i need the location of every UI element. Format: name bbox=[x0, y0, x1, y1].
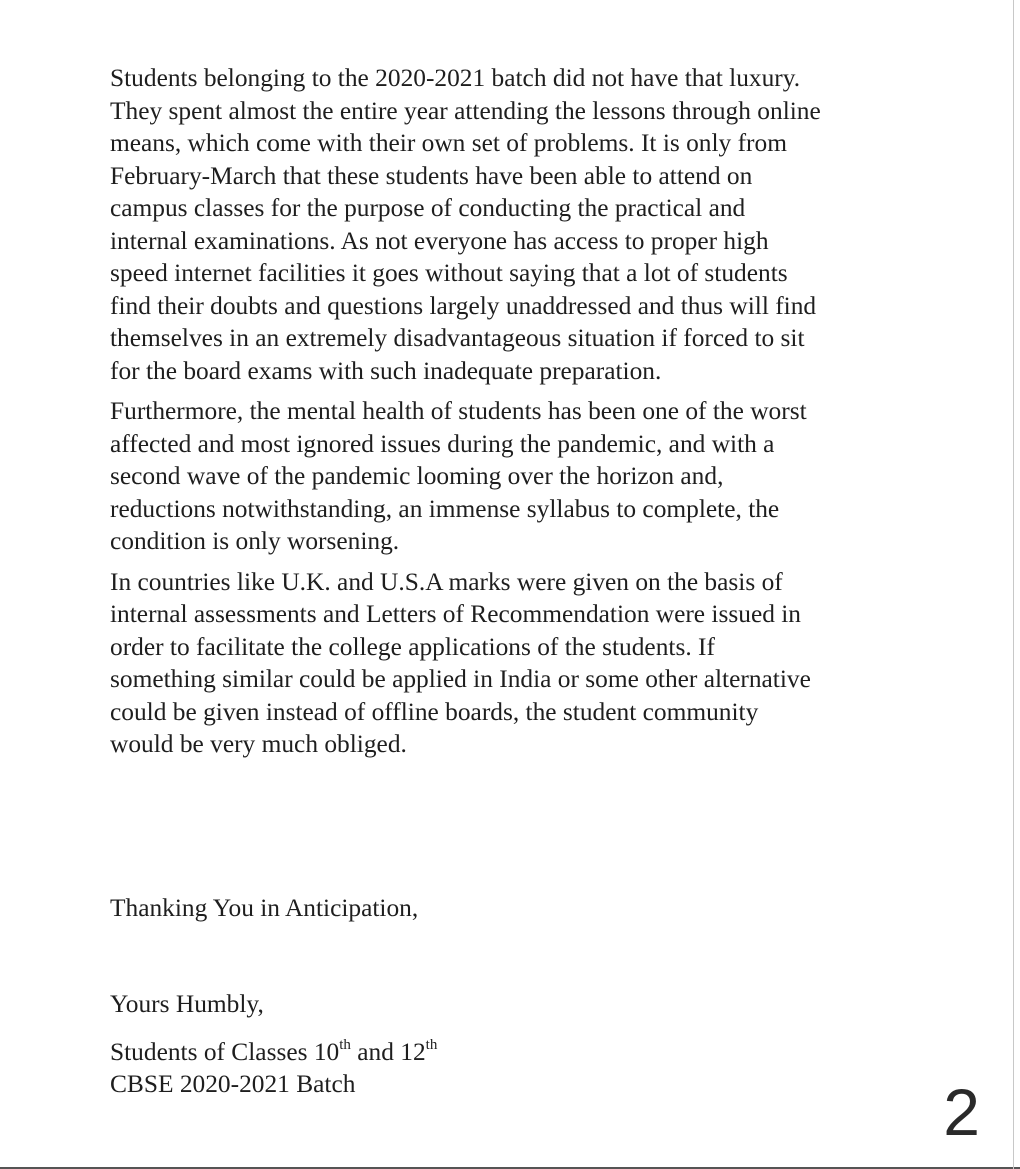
page-number: 2 bbox=[943, 1075, 980, 1149]
paragraph-line: Furthermore, the mental health of students has been one of the worst bbox=[110, 397, 807, 425]
paragraph-line: reductions notwithstanding, an immense syllabus to complete, the bbox=[110, 494, 780, 523]
paragraph-line: order to facilitate the college applications of the students. If bbox=[110, 632, 715, 661]
paragraph-line: find their doubts and questions largely unaddressed and thus will find bbox=[110, 291, 817, 320]
paragraph-line: means, which come with their own set of problems. It is only from bbox=[110, 129, 787, 157]
paragraph-line: Students belonging to the 2020-2021 batch did not have that luxury. bbox=[110, 64, 801, 92]
salutation-line: Yours Humbly, bbox=[110, 990, 264, 1018]
paragraph-gap bbox=[110, 387, 910, 395]
paragraph-line: February-March that these students have been able to attend on bbox=[110, 161, 753, 190]
paragraph-line: In countries like U.K. and U.S.A marks were given on the basis of bbox=[110, 567, 783, 596]
paragraph-line: condition is only worsening. bbox=[110, 527, 400, 555]
closing-line: Thanking You in Anticipation, bbox=[110, 894, 419, 922]
paragraph-line: campus classes for the purpose of conducting the practical and bbox=[110, 194, 746, 222]
ordinal-suffix: th bbox=[425, 1037, 438, 1053]
paragraph-line: would be very much obliged. bbox=[110, 730, 407, 758]
paragraph-gap bbox=[110, 558, 910, 566]
signature-middle: and 12 bbox=[350, 1038, 426, 1066]
signature-batch-line: CBSE 2020-2021 Batch bbox=[110, 1070, 356, 1098]
paragraph-3 bbox=[110, 566, 910, 761]
page-edge-rule bbox=[1013, 0, 1014, 1169]
paragraph-line: They spent almost the entire year attending the lessons through online bbox=[110, 96, 821, 125]
paragraph-line: second wave of the pandemic looming over the horizon and, bbox=[110, 462, 724, 490]
paragraph-1 bbox=[110, 62, 910, 387]
ordinal-suffix: th bbox=[339, 1037, 351, 1053]
letter-body bbox=[110, 62, 910, 1098]
paragraph-line: for the board exams with such inadequate preparation. bbox=[110, 356, 662, 385]
paragraph-line: themselves in an extremely disadvantageous situation if forced to sit bbox=[110, 324, 805, 352]
paragraph-line: speed internet facilities it goes without saying that a lot of students bbox=[110, 259, 788, 287]
paragraph-line: internal examinations. As not everyone has access to proper high bbox=[110, 226, 769, 255]
paragraph-line: could be given instead of offline boards, the student community bbox=[110, 697, 759, 726]
signature-classes-line bbox=[110, 1036, 437, 1069]
paragraph-line: something similar could be applied in India or some other alternative bbox=[110, 665, 811, 693]
paragraph-2 bbox=[110, 395, 910, 558]
paragraph-line: internal assessments and Letters of Recommendation were issued in bbox=[110, 600, 802, 628]
paragraph-line: affected and most ignored issues during the pandemic, and with a bbox=[110, 429, 775, 458]
signature-prefix: Students of Classes 10 bbox=[110, 1038, 340, 1066]
